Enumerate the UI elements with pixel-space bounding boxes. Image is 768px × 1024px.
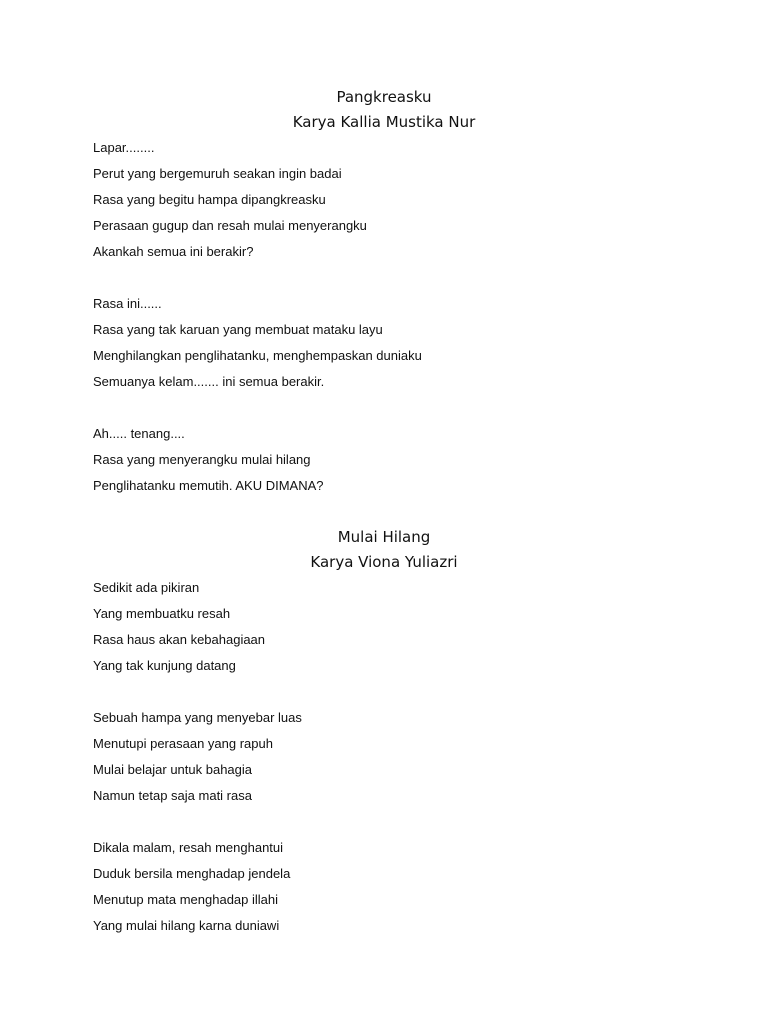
poem-line: Yang tak kunjung datang [93,658,236,673]
poem-line: Duduk bersila menghadap jendela [93,866,291,881]
poem-line: Rasa yang begitu hampa dipangkreasku [93,192,326,207]
poem-author: Karya Kallia Mustika Nur [292,113,476,131]
poem-line: Menghilangkan penglihatanku, menghempaskan duniaku [93,348,422,363]
poem-line: Menutupi perasaan yang rapuh [93,736,273,751]
stanza [93,705,675,809]
poem-line: Semuanya kelam....... ini semua berakir. [93,374,325,389]
poem-line: Rasa haus akan kebahagiaan [93,632,266,647]
poem-line: Sebuah hampa yang menyebar luas [93,710,302,725]
poem-line: Mulai belajar untuk bahagia [93,762,252,777]
poem-line: Rasa yang menyerangku mulai hilang [93,452,311,467]
stanza [93,421,675,499]
poem-title: Mulai Hilang [337,528,431,546]
poem-line: Perut yang bergemuruh seakan ingin badai [93,166,342,181]
poem-mulai-hilang [93,525,675,939]
poem-line: Rasa ini...... [93,296,162,311]
poem-line: Namun tetap saja mati rasa [93,788,252,803]
poem-line: Lapar........ [93,140,155,155]
poem-line: Yang mulai hilang karna duniawi [93,918,280,933]
poem-author: Karya Viona Yuliazri [310,553,458,571]
poem-title: Pangkreasku [336,88,432,106]
stanza [93,135,675,265]
stanza [93,291,675,395]
poem-line: Yang membuatku resah [93,606,231,621]
poem-line: Penglihatanku memutih. AKU DIMANA? [93,478,324,493]
poem-line: Menutup mata menghadap illahi [93,892,279,907]
poem-line: Sedikit ada pikiran [93,580,200,595]
poem-pangkreasku [93,85,675,499]
poem-line: Ah..... tenang.... [93,426,185,441]
stanza [93,835,675,939]
poem-line: Rasa yang tak karuan yang membuat mataku layu [93,322,383,337]
poem-line: Akankah semua ini berakir? [93,244,254,259]
stanza [93,575,675,679]
poem-line: Dikala malam, resah menghantui [93,840,284,855]
poem-line: Perasaan gugup dan resah mulai menyerangku [93,218,367,233]
